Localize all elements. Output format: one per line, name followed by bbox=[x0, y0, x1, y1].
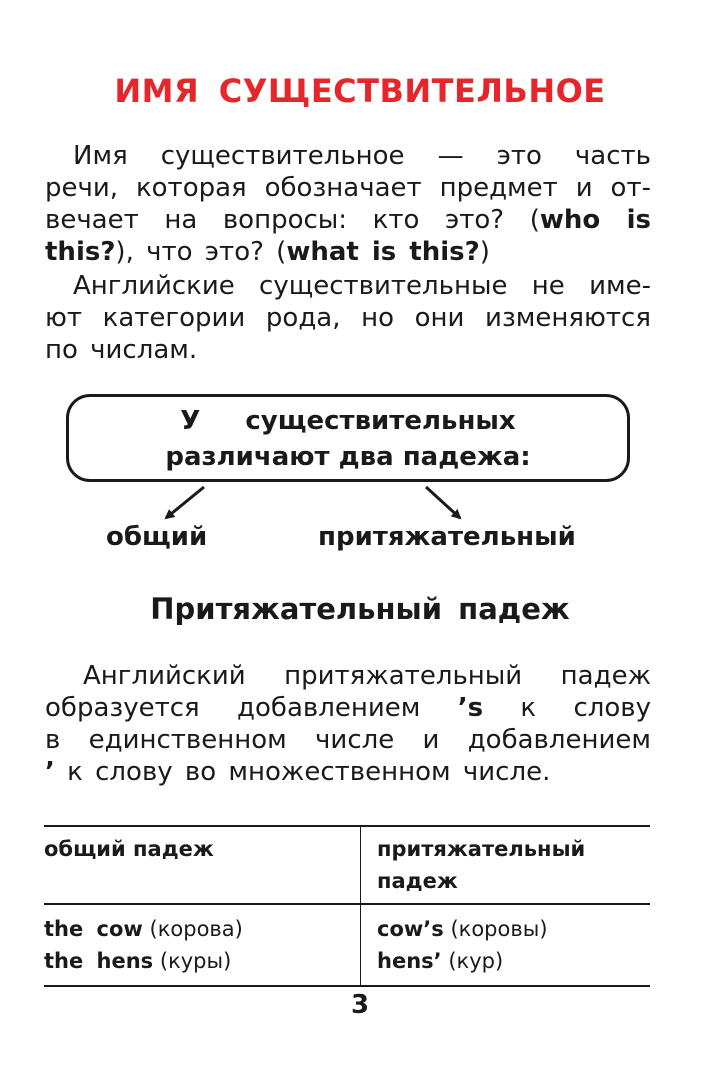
rule-line-3: в единственном числе и добавлением bbox=[45, 725, 651, 755]
cases-box-line-1: У существительных bbox=[180, 406, 516, 436]
case-possessive-label: притяжательный bbox=[318, 522, 576, 552]
case-common-label: общий bbox=[106, 522, 208, 552]
question-who: who is bbox=[539, 205, 651, 235]
section-subtitle: Притяжательный падеж bbox=[150, 592, 570, 626]
table-header-possessive: притяжательный падеж bbox=[377, 837, 586, 893]
page-number: 3 bbox=[350, 990, 370, 1020]
rule-line-2: образуется добавлением ’s к слову bbox=[45, 693, 651, 723]
table-example-1: the cow (корова) bbox=[44, 917, 243, 941]
question-what: what is this? bbox=[286, 237, 480, 267]
table-header-row bbox=[44, 826, 650, 904]
definition-line-3: вечает на вопросы: кто это? (who is bbox=[45, 205, 651, 235]
cases-table bbox=[44, 825, 650, 987]
suffix-apostrophe-s: ’s bbox=[457, 693, 484, 723]
arrow-left-icon bbox=[166, 487, 204, 518]
arrow-right-icon bbox=[426, 487, 460, 518]
definition-line-2: речи, которая обозначает предмет и от- bbox=[45, 173, 651, 203]
gender-paragraph bbox=[45, 270, 651, 366]
rule-line-1: Английский притяжательный падеж bbox=[83, 661, 651, 691]
table-cell-common bbox=[44, 904, 361, 986]
cases-box-line-2: различают два падежа: bbox=[165, 442, 531, 472]
definition-paragraph bbox=[45, 140, 651, 268]
gender-line-1: Английские существительные не име- bbox=[73, 271, 651, 301]
gender-line-3: по числам. bbox=[45, 335, 198, 365]
table-header-common: общий падеж bbox=[44, 826, 361, 904]
rule-line-4: ’ к слову во множественном числе. bbox=[45, 757, 551, 787]
rule-paragraph bbox=[45, 660, 651, 788]
table-example-3: cow’s (коровы) bbox=[377, 917, 548, 941]
table-example-4: hens’ (кур) bbox=[377, 949, 504, 973]
table-row bbox=[44, 904, 650, 986]
table-cell-possessive bbox=[361, 904, 651, 986]
suffix-apostrophe: ’ bbox=[45, 757, 55, 787]
table-example-2: the hens (куры) bbox=[44, 949, 232, 973]
cases-box bbox=[66, 394, 630, 482]
gender-line-2: ют категории рода, но они изменяются bbox=[45, 303, 651, 333]
definition-line-4: this?), что это? (what is this?) bbox=[45, 237, 490, 267]
page-title: ИМЯ СУЩЕСТВИТЕЛЬНОЕ bbox=[114, 72, 606, 110]
definition-line-1: Имя существительное — это часть bbox=[73, 141, 651, 171]
